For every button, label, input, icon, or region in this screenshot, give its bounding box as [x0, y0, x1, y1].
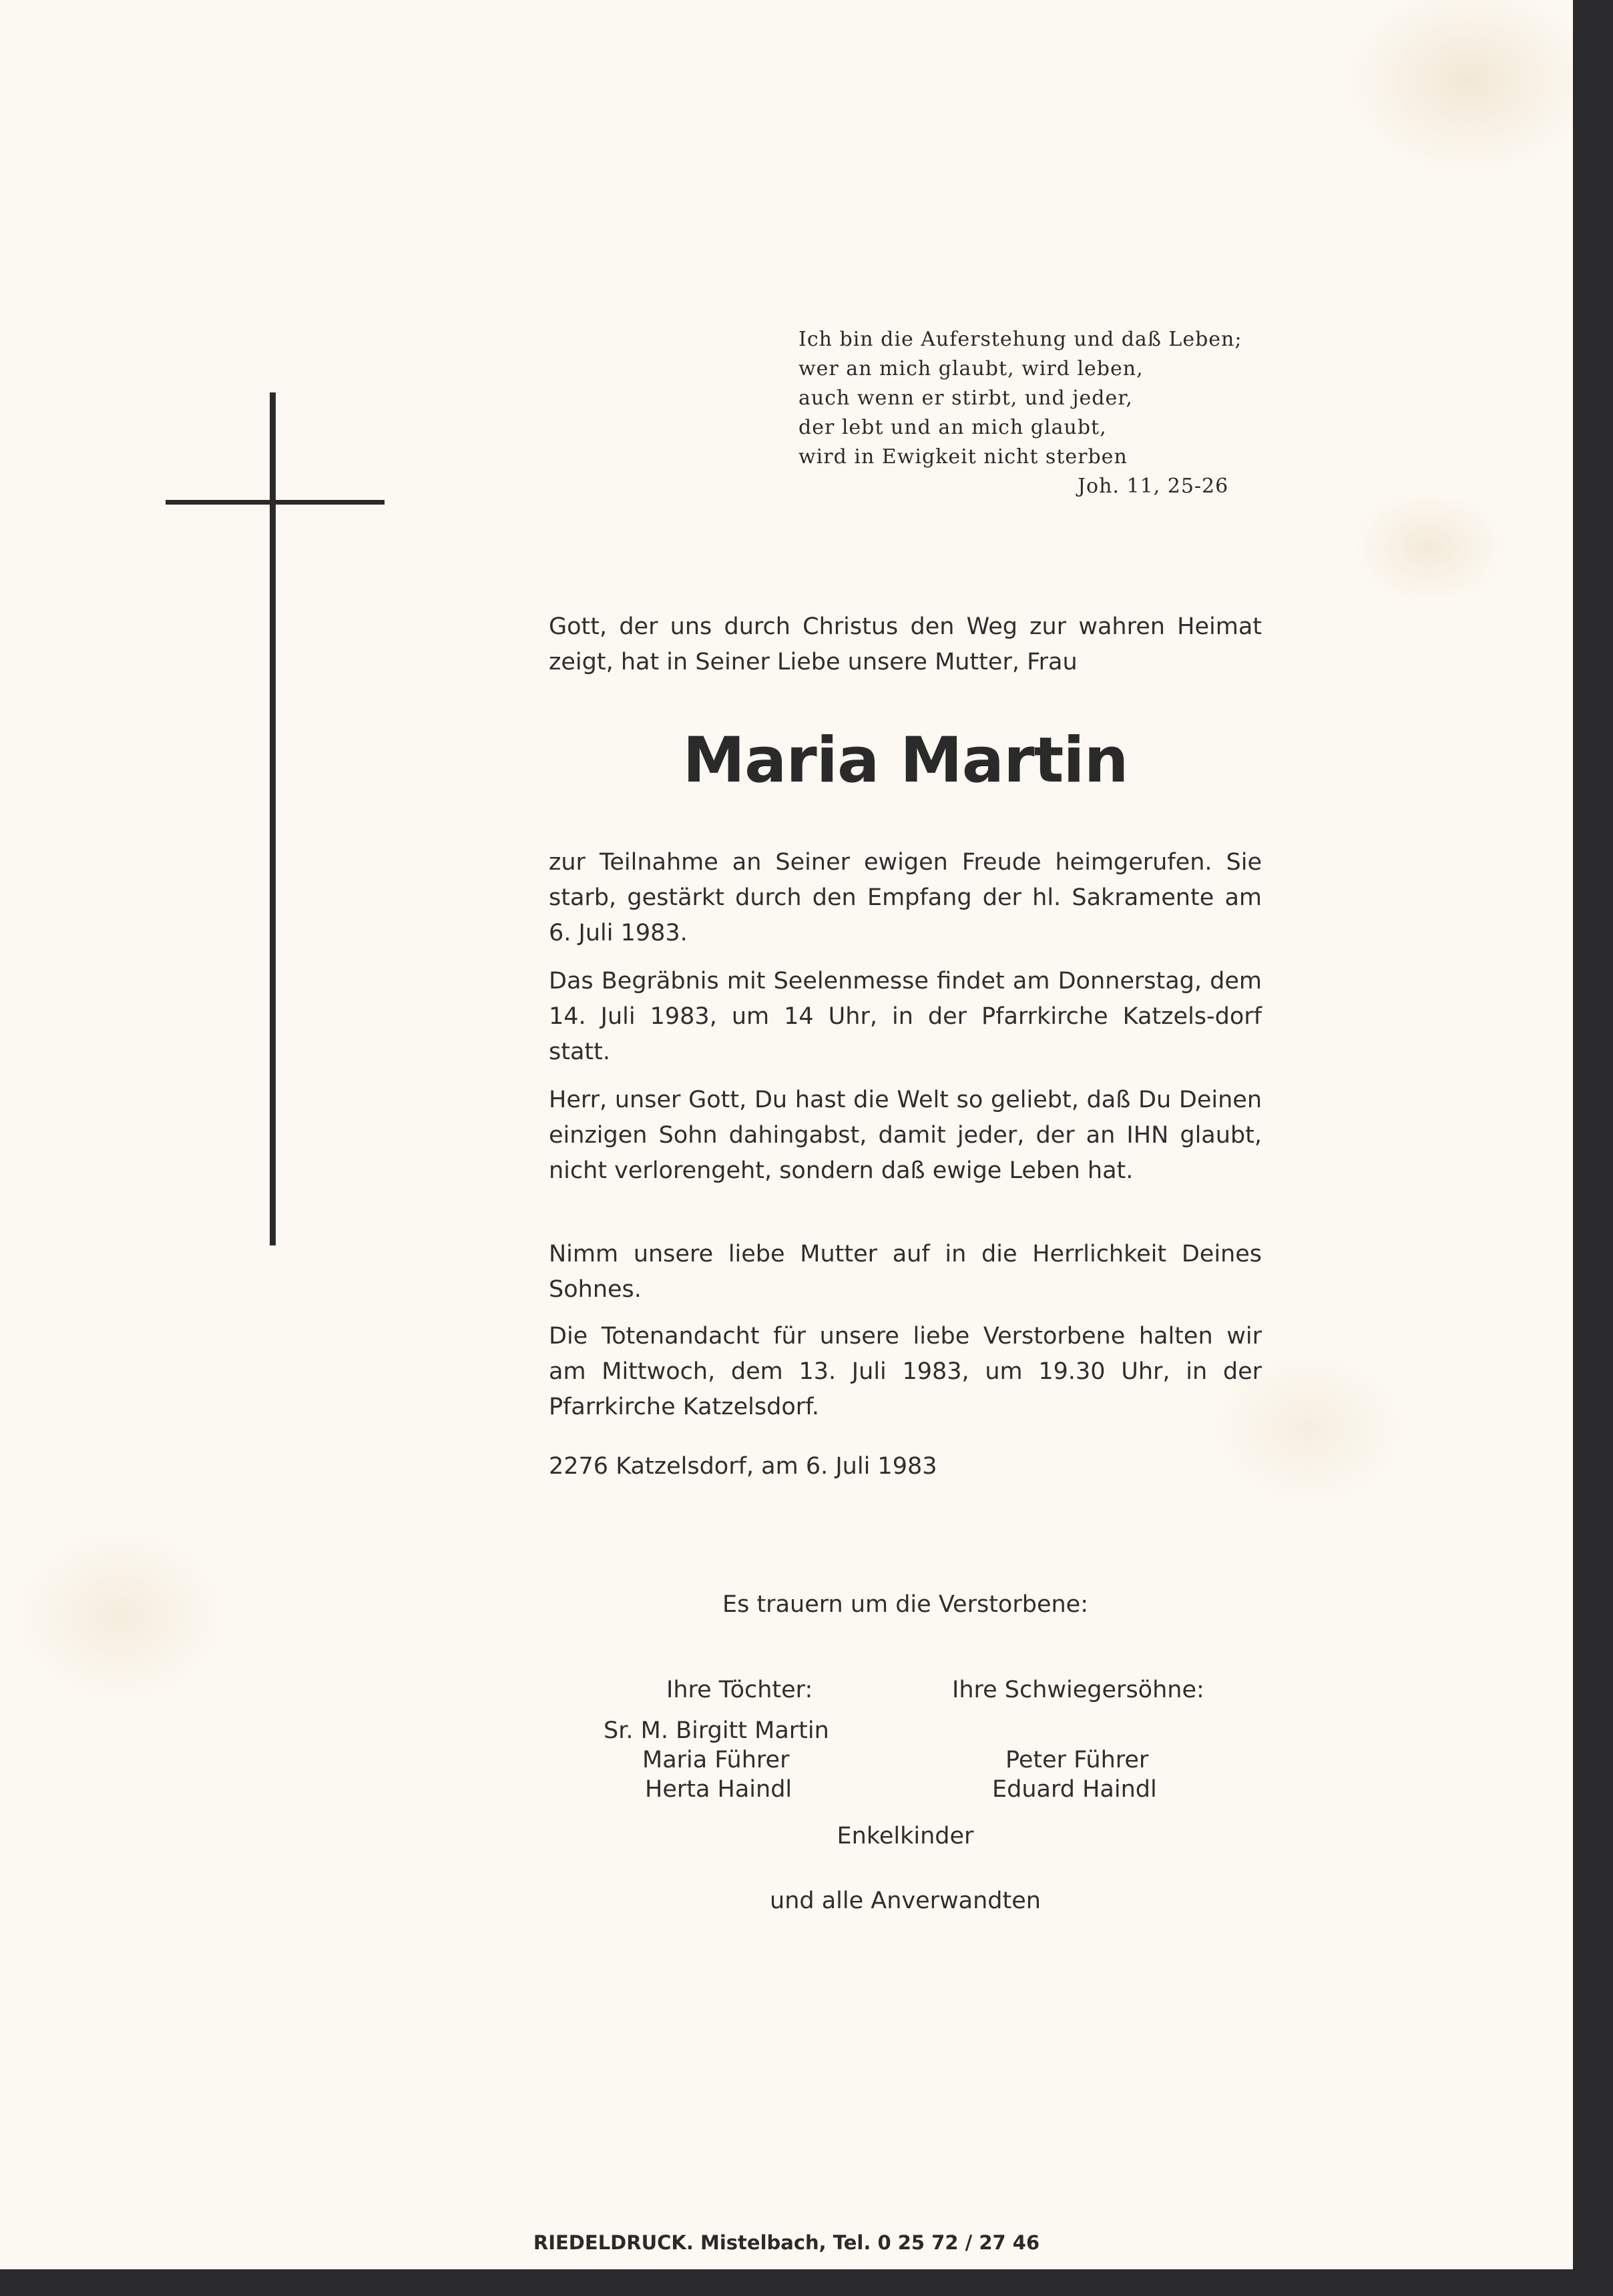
paragraph-death: zur Teilnahme an Seiner ewigen Freude heimgerufen. Sie starb, gestärkt durch den Empfang der hl. Sakramente am 6. Juli 1983. — [549, 849, 1262, 946]
paragraph-funeral: Das Begräbnis mit Seelenmesse findet am Donnerstag, dem 14. Juli 1983, um 14 Uhr, in der Pfarrkirche Katzels-dorf statt. — [549, 968, 1262, 1065]
verse-line: Ich bin die Auferstehung und daß Leben; — [798, 328, 1242, 351]
printer-imprint: RIEDELDRUCK. Mistelbach, Tel. 0 25 72 / 27 46 — [533, 2231, 1040, 2254]
paragraph-vigil: Die Totenandacht für unsere liebe Verstorbene halten wir am Mittwoch, dem 13. Juli 1983, um 19.30 Uhr, in der Pfarrkirche Katzelsdorf. — [549, 1323, 1262, 1420]
intro-paragraph: Gott, der uns durch Christus den Weg zur wahren Heimat zeigt, hat in Seiner Liebe unsere Mutter, Frau — [549, 613, 1262, 675]
place-date: 2276 Katzelsdorf, am 6. Juli 1983 — [549, 1453, 937, 1480]
daughter-name: Herta Haindl — [645, 1776, 792, 1803]
sons-in-law-heading: Ihre Schwiegersöhne: — [952, 1677, 1204, 1703]
paragraph-prayer: Herr, unser Gott, Du hast die Welt so geliebt, daß Du Deinen einzigen Sohn dahingabst, damit jeder, der an IHN glaubt, nicht verlorengeht, sondern daß ewige Leben hat. — [549, 1087, 1262, 1184]
cross-vertical-bar — [270, 392, 276, 1245]
bible-verse — [798, 325, 1266, 472]
cross-horizontal-bar — [166, 500, 385, 505]
relatives-line: und alle Anverwandten — [770, 1888, 1041, 1914]
verse-line: der lebt und an mich glaubt, — [798, 416, 1107, 439]
verse-line: wird in Ewigkeit nicht sterben — [798, 445, 1128, 469]
daughters-heading: Ihre Töchter: — [666, 1677, 813, 1703]
son-in-law-name: Eduard Haindl — [992, 1776, 1157, 1803]
verse-reference: Joh. 11, 25-26 — [1078, 475, 1229, 498]
daughter-name: Maria Führer — [642, 1747, 790, 1773]
grandchildren-line: Enkelkinder — [837, 1823, 974, 1849]
mourners-heading: Es trauern um die Verstorbene: — [722, 1591, 1088, 1618]
verse-line: wer an mich glaubt, wird leben, — [798, 357, 1144, 380]
verse-line: auch wenn er stirbt, und jeder, — [798, 386, 1133, 410]
son-in-law-name: Peter Führer — [1005, 1747, 1149, 1773]
deceased-name: Maria Martin — [682, 724, 1128, 797]
daughter-name: Sr. M. Birgitt Martin — [604, 1717, 829, 1744]
paragraph-plea: Nimm unsere liebe Mutter auf in die Herrlichkeit Deines Sohnes. — [549, 1241, 1262, 1303]
